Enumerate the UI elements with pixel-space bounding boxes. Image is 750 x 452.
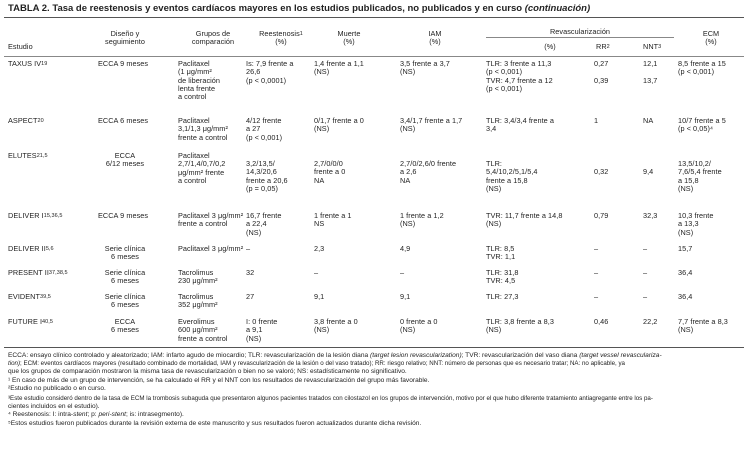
row-diseno: Serie clínica 6 meses (104, 268, 146, 286)
row-grupos: Paclitaxel 3 μg/mm² frente a control (178, 211, 244, 229)
row-grupos: Tacrolimus 352 μg/mm² (178, 292, 218, 310)
footnote-3: ³Este estudio consideró dentro de la tasa de ECM la trombosis subaguda que presentaron algunos pacientes tratados con cilostazol en los grupos de intervención, motivo por el que hubo diferente tratamiento antiagregante entre los pa- (8, 395, 653, 402)
row-reestenosis: 4/12 frente a 27 (p < 0,001) (246, 116, 283, 142)
row-iam: 0 frente a 0 (NS) (400, 317, 438, 335)
row-diseno: ECCA 6 meses (98, 116, 149, 125)
row-estudio-label: DELIVER II (8, 244, 46, 253)
row-nnt: – (643, 244, 648, 253)
row-rr: 0,46 (594, 317, 609, 326)
header-reestenosis-sup: 1 (299, 31, 303, 37)
row-estudio-sup: 40,5 (42, 319, 53, 325)
header-iam: IAM (%) (428, 29, 442, 47)
row-grupos: Paclitaxel 3 μg/mm² (178, 244, 244, 253)
row-estudio-label: ASPECT (8, 116, 38, 125)
row-estudio (8, 293, 51, 301)
row-reestenosis: 32 (246, 268, 255, 277)
row-estudio (8, 117, 44, 125)
revasc-header-rule (486, 37, 674, 38)
row-grupos: Paclitaxel (1 μg/mm² de liberación lenta frente a control (178, 59, 221, 102)
row-muerte: 1 frente a 1 NS (314, 211, 352, 229)
row-iam: 4,9 (400, 244, 411, 253)
row-estudio-label: TAXUS IV (8, 59, 42, 68)
header-nnt-sup: 3 (658, 44, 662, 50)
row-diseno: Serie clínica 6 meses (104, 292, 146, 310)
header-muerte: Muerte (%) (337, 29, 361, 47)
row-estudio-sup: 15,36,5 (43, 213, 63, 219)
row-revasc: TLR: 31,8 TVR: 4,5 (486, 268, 519, 286)
row-muerte: 9,1 (314, 292, 325, 301)
row-nnt: – (643, 292, 648, 301)
row-reestenosis: – (246, 244, 251, 253)
row-revasc: TLR: 27,3 (486, 292, 519, 301)
footnote-italic: tion) (8, 360, 21, 367)
header-nnt (643, 43, 661, 51)
row-iam: 3,5 frente a 3,7 (NS) (400, 59, 450, 77)
row-diseno: Serie clínica 6 meses (104, 244, 146, 262)
row-nnt: 12,1 13,7 (643, 59, 658, 85)
row-estudio-label: FUTURE I (8, 317, 43, 326)
footnote-italic: (target vessel revasculariza- (579, 352, 662, 359)
row-revasc: TLR: 3 frente a 11,3 (p < 0,001) TVR: 4,7 frente a 12 (p < 0,001) (486, 59, 553, 93)
footnote-2: ²Estudio no publicado o en curso. (8, 385, 106, 392)
footnote-text: ; p: (87, 411, 97, 418)
row-reestenosis: 3,2/13,5/ 14,3/20,6 frente a 20,6 (p = 0,05) (246, 159, 288, 193)
row-estudio (8, 60, 47, 68)
row-revasc: TLR: 5,4/10,2/5,1/5,4 frente a 15,8 (NS) (486, 159, 538, 193)
header-ecm: ECM (%) (702, 29, 720, 47)
header-rr-label: RR (596, 42, 607, 51)
row-muerte: 0/1,7 frente a 0 (NS) (314, 116, 364, 134)
row-rr: – (594, 268, 599, 277)
row-revasc: TVR: 11,7 frente a 14,8 (NS) (486, 211, 563, 229)
row-nnt: 32,3 (643, 211, 658, 220)
row-ecm: 8,5 frente a 15 (p < 0,001) (678, 59, 726, 77)
row-ecm: 10,3 frente a 13,3 (NS) (678, 211, 714, 237)
table-label: TABLA 2. (8, 3, 50, 14)
footnote-italic: peri-stent (98, 411, 126, 418)
footnote-text: ; TVR: revascularización del vaso diana (461, 352, 578, 359)
row-iam: 3,4/1,7 frente a 1,7 (NS) (400, 116, 463, 134)
row-nnt: 9,4 (643, 167, 654, 176)
row-estudio-sup: 19 (41, 61, 48, 67)
header-reestenosis-label: Reestenosis (259, 29, 300, 38)
row-estudio (8, 269, 68, 277)
table-title-suffix: (continuación) (524, 3, 591, 14)
row-iam: – (400, 268, 405, 277)
row-muerte: 1,4 frente a 1,1 (NS) (314, 59, 364, 77)
row-reestenosis: I: 0 frente a 9,1 (NS) (246, 317, 278, 343)
row-estudio (8, 152, 48, 160)
row-rr: – (594, 244, 599, 253)
row-estudio-sup: 21,5 (36, 153, 48, 159)
footnote-text: ECCA: ensayo clínico controlado y aleatorizado; IAM: infarto agudo de miocardio; TLR: revascularización de la lesión diana (8, 352, 369, 359)
header-estudio: Estudio (8, 42, 33, 51)
table-title-text: Tasa de reestenosis y eventos cardíacos mayores en los estudios publicados, no publicados y en curso (52, 3, 523, 14)
row-rr: 0,32 (594, 167, 609, 176)
header-rule (4, 56, 744, 57)
row-ecm: 13,5/10,2/ 7,6/5,4 frente a 15,8 (NS) (678, 159, 722, 193)
row-estudio-sup: 5,6 (45, 246, 54, 252)
row-estudio-label: ELUTES (8, 151, 37, 160)
row-grupos: Paclitaxel 2,7/1,4/0,7/0,2 μg/mm² frente a control (178, 151, 226, 185)
row-estudio-label: PRESENT II (8, 268, 49, 277)
footnote-italic: (target lesion revascularization) (370, 352, 462, 359)
footnote-abbr-3: que los grupos de comparación mostraron la misma tasa de revascularización o bien no se valoró; NS: estadísticamente no significativo. (8, 368, 407, 375)
row-estudio (8, 245, 54, 253)
row-ecm: 10/7 frente a 5 (p < 0,05)⁴ (678, 116, 726, 134)
row-nnt: – (643, 268, 648, 277)
footnote-abbr-1 (8, 352, 662, 360)
row-diseno: ECCA 9 meses (98, 59, 149, 68)
row-diseno: ECCA 6 meses (111, 317, 139, 335)
header-grupos: Grupos de comparación (191, 29, 235, 47)
header-reestenosis-unit: (%) (275, 37, 287, 47)
row-estudio-sup: 20 (37, 118, 44, 124)
row-ecm: 36,4 (678, 292, 693, 301)
row-muerte: 3,8 frente a 0 (NS) (314, 317, 358, 335)
row-estudio (8, 318, 53, 326)
row-rr: 0,79 (594, 211, 609, 220)
row-reestenosis: 27 (246, 292, 255, 301)
footnote-3b: cientes incluidos en el estudio). (8, 403, 100, 410)
row-estudio-label: EVIDENT (8, 292, 40, 301)
row-muerte: 2,3 (314, 244, 325, 253)
row-nnt: 22,2 (643, 317, 658, 326)
row-rr: – (594, 292, 599, 301)
row-grupos: Paclitaxel 3,1/1,3 μg/mm² frente a control (178, 116, 228, 142)
footnote-italic: stent (73, 411, 88, 418)
header-diseno: Diseño y seguimiento (105, 29, 145, 47)
row-iam: 9,1 (400, 292, 411, 301)
header-rr (596, 43, 610, 51)
table-title (8, 3, 590, 14)
row-iam: 1 frente a 1,2 (NS) (400, 211, 444, 229)
row-revasc: TLR: 3,8 frente a 8,3 (NS) (486, 317, 554, 335)
row-grupos: Everolimus 600 μg/mm² frente a control (178, 317, 228, 343)
row-grupos: Tacrolimus 230 μg/mm² (178, 268, 218, 286)
footnote-text: ; ECM: eventos cardíacos mayores (resultado combinado de mortalidad, IAM y revascularización de la lesión o del vaso tratado); RR: riesgo relativo; NNT: número de personas que es necesario tratar; NA: no aplicable, ya (20, 360, 625, 367)
row-ecm: 36,4 (678, 268, 693, 277)
header-reestenosis (246, 30, 316, 47)
row-revasc: TLR: 8,5 TVR: 1,1 (486, 244, 516, 262)
row-estudio-sup: 37,38,5 (48, 270, 68, 276)
row-estudio-label: DELIVER I (8, 211, 44, 220)
row-rr: 1 (594, 116, 599, 125)
footnote-1: ¹ En caso de más de un grupo de intervención, se ha calculado el RR y el NNT con los resultados de revascularización del grupo más favorable. (8, 377, 430, 384)
row-diseno: ECCA 6/12 meses (105, 151, 145, 169)
row-iam: 2,7/0/2,6/0 frente a 2,6 NA (400, 159, 457, 185)
footnote-abbr-2 (8, 360, 625, 368)
header-revasc-unit: (%) (544, 42, 556, 51)
row-ecm: 7,7 frente a 8,3 (NS) (678, 317, 728, 335)
row-estudio-sup: 39,5 (39, 294, 51, 300)
row-muerte: 2,7/0/0/0 frente a 0 NA (314, 159, 346, 185)
footnote-text: ⁴ Reestenosis: I: intra- (8, 411, 74, 418)
footnote-4 (8, 411, 184, 419)
row-ecm: 15,7 (678, 244, 693, 253)
header-nnt-label: NNT (643, 42, 659, 51)
row-reestenosis: Is: 7,9 frente a 26,6 (p < 0,0001) (246, 59, 294, 85)
row-estudio (8, 212, 62, 220)
row-reestenosis: 16,7 frente a 22,4 (NS) (246, 211, 282, 237)
footnote-5: ⁵Estos estudios fueron publicados durante la revisión externa de este manuscrito y sus resultados fueron actualizados durante dicha revisión. (8, 420, 422, 427)
row-rr: 0,27 0,39 (594, 59, 609, 85)
header-rr-sup: 2 (606, 44, 610, 50)
row-revasc: TLR: 3,4/3,4 frente a 3,4 (486, 116, 554, 134)
footnote-text: ; is: intrasegmento). (125, 411, 184, 418)
row-nnt: NA (643, 116, 654, 125)
row-diseno: ECCA 9 meses (98, 211, 149, 220)
row-muerte: – (314, 268, 319, 277)
header-revasc: Revascularización (549, 27, 611, 36)
